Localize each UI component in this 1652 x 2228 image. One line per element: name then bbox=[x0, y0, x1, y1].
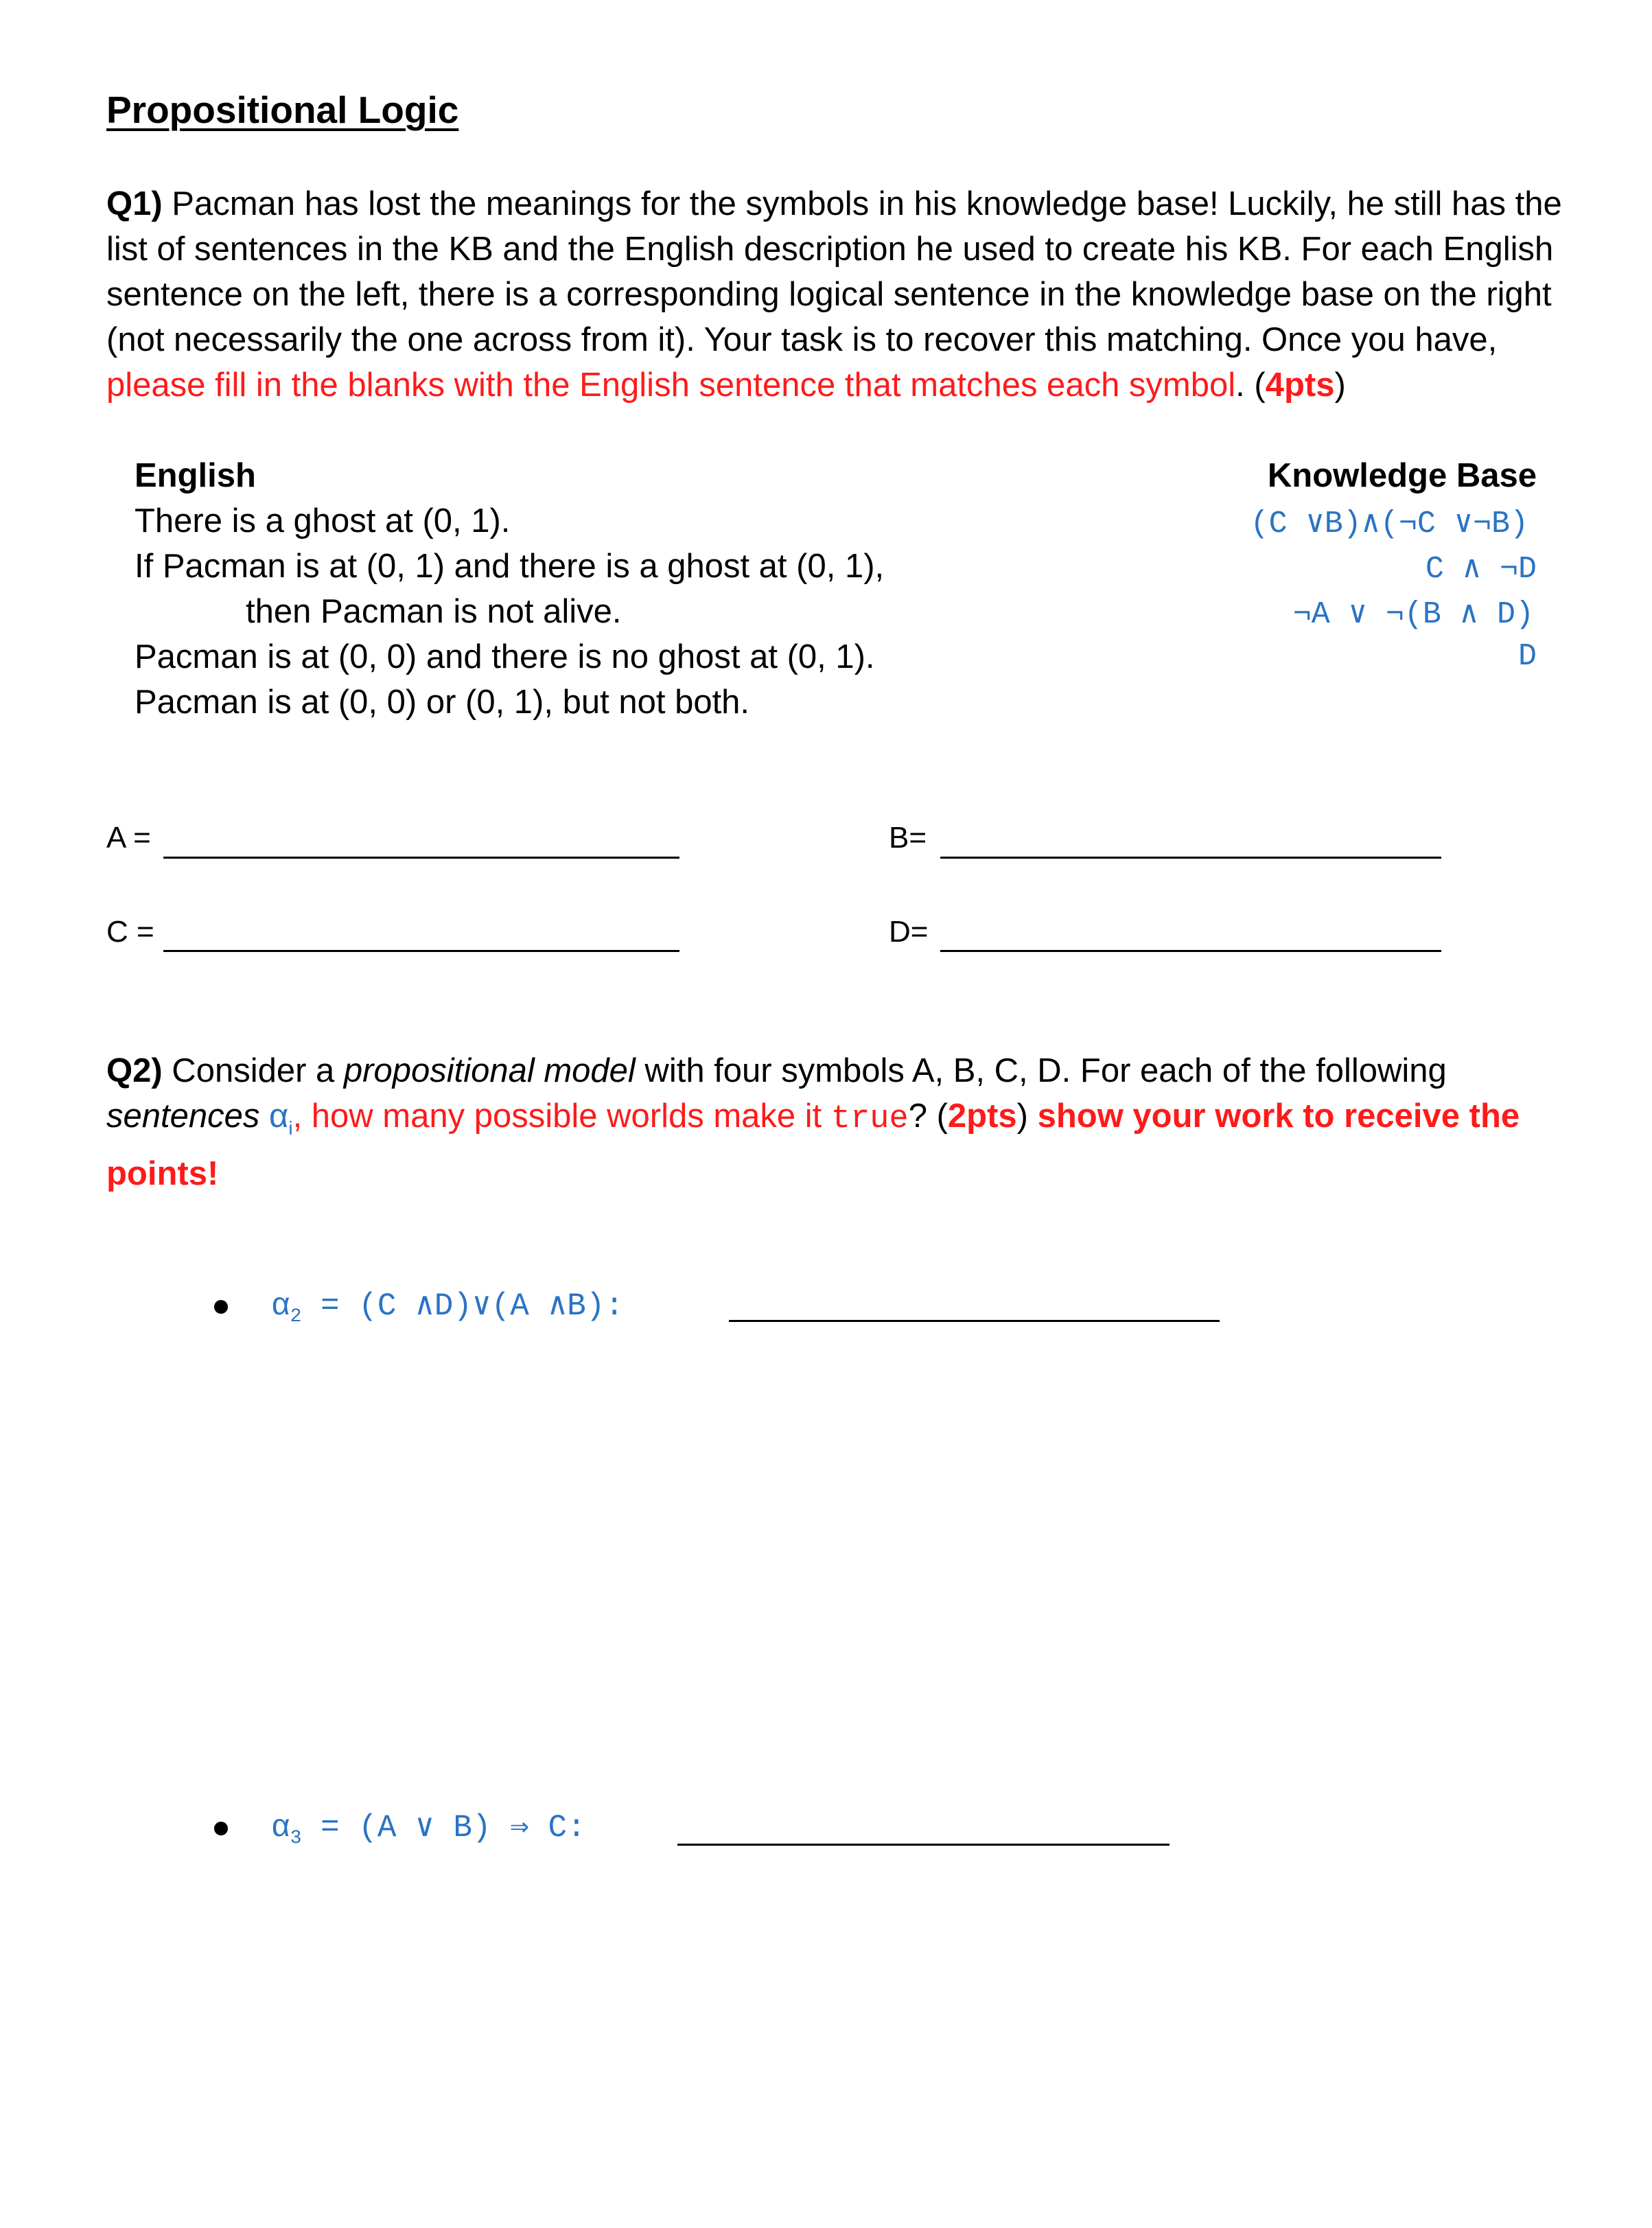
alpha2-subscript: 2 bbox=[290, 1306, 302, 1328]
english-heading: English bbox=[135, 457, 256, 494]
alpha3-answer-line[interactable] bbox=[677, 1844, 1170, 1846]
q1-text: Pacman has lost the meanings for the symbols in his knowledge base! Luckily, he still has the list of sentences in the KB and the English description he used to create his KB. For each English sentence on the left, there is a corresponding logical sentence in the knowledge base on the right (not necessarily the one across from it). Your task is to recover this matching. Once you have, bbox=[106, 185, 1562, 358]
kb-sentence: D bbox=[1517, 639, 1537, 674]
alpha-subscript: i bbox=[288, 1117, 293, 1139]
english-item: There is a ghost at (0, 1). bbox=[135, 502, 511, 539]
q2-term: sentences bbox=[106, 1098, 260, 1135]
blank-d-label: D= bbox=[889, 915, 929, 949]
english-item: Pacman is at (0, 0) and there is no ghost at (0, 1). bbox=[135, 638, 875, 675]
kb-sentence: C ∧ ¬D bbox=[1425, 552, 1537, 587]
blank-d-line[interactable] bbox=[940, 950, 1441, 952]
blank-a-line[interactable] bbox=[163, 857, 679, 859]
q1-close: ) bbox=[1334, 367, 1346, 404]
kb-sentence: ¬A ∨ ¬(B ∧ D) bbox=[1292, 597, 1534, 632]
q2-text: with four symbols A, B, C, D. For each of the following bbox=[635, 1052, 1447, 1089]
q1-instruction: please fill in the blanks with the English sentence that matches each symbol bbox=[106, 367, 1236, 404]
alpha2-formula bbox=[271, 1285, 624, 1327]
blank-c-label: C = bbox=[106, 915, 154, 949]
alpha3-symbol: α bbox=[271, 1810, 290, 1846]
alpha3-formula bbox=[271, 1807, 586, 1849]
q2-instruction: show your work to receive the points! bbox=[106, 1098, 1520, 1192]
alpha2-expression: = (C ∧D)∨(A ∧B): bbox=[301, 1288, 624, 1324]
alpha3-expression: = (A ∨ B) ⇒ C: bbox=[301, 1810, 586, 1846]
q1-question bbox=[106, 181, 1575, 408]
q2-true: true bbox=[830, 1101, 909, 1137]
alpha3-subscript: 3 bbox=[290, 1828, 302, 1850]
bullet-icon bbox=[214, 1822, 228, 1835]
alpha2-symbol: α bbox=[271, 1288, 290, 1324]
alpha2-answer-line[interactable] bbox=[729, 1320, 1220, 1322]
bullet-icon bbox=[214, 1300, 228, 1314]
q2-text: Consider a bbox=[162, 1052, 344, 1089]
q2-question-red: , how many possible worlds make it bbox=[292, 1098, 831, 1135]
q2-text: ) bbox=[1016, 1098, 1038, 1135]
alpha-symbol: α bbox=[259, 1098, 289, 1135]
blank-c-line[interactable] bbox=[163, 950, 679, 952]
q2-points: 2pts bbox=[947, 1098, 1017, 1135]
q1-tail: . ( bbox=[1235, 367, 1266, 404]
q2-question bbox=[106, 1048, 1575, 1196]
blank-a-label: A = bbox=[106, 821, 151, 855]
english-item: If Pacman is at (0, 1) and there is a ghost at (0, 1), bbox=[135, 548, 885, 585]
page-title: Propositional Logic bbox=[106, 89, 459, 131]
blank-b-line[interactable] bbox=[940, 857, 1441, 859]
english-item: then Pacman is not alive. bbox=[246, 593, 622, 630]
q1-points: 4pts bbox=[1265, 367, 1335, 404]
q1-label: Q1) bbox=[106, 185, 163, 222]
kb-sentence: (C ∨B)∧(¬C ∨¬B) bbox=[1250, 507, 1528, 542]
q2-label: Q2) bbox=[106, 1052, 163, 1089]
q2-text: ? ( bbox=[908, 1098, 948, 1135]
blank-b-label: B= bbox=[889, 821, 927, 855]
english-item: Pacman is at (0, 0) or (0, 1), but not both. bbox=[135, 684, 750, 721]
kb-heading: Knowledge Base bbox=[1267, 457, 1537, 494]
q2-term: propositional model bbox=[343, 1052, 636, 1089]
